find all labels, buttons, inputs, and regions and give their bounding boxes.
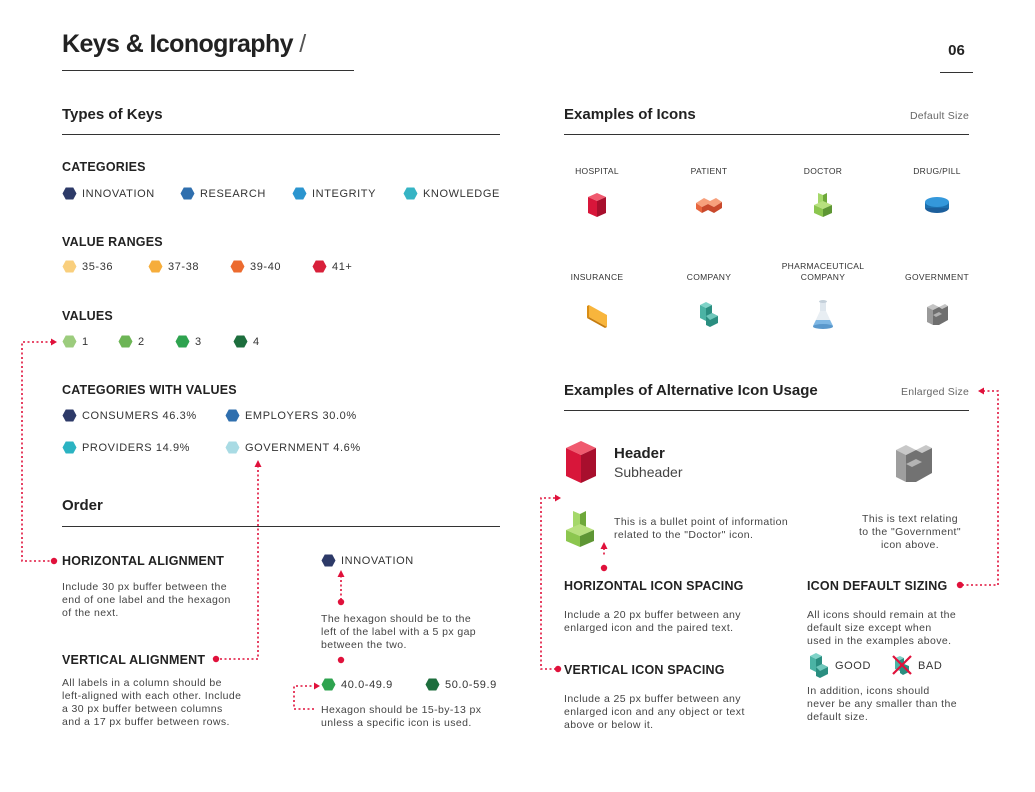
- hexagon-icon: [312, 260, 327, 273]
- insurance-icon: [542, 303, 652, 329]
- categories-with-values-title: CATEGORIES WITH VALUES: [62, 383, 237, 397]
- key-item: [230, 260, 281, 273]
- government-icon: [882, 301, 992, 329]
- good-example-icon: [806, 652, 832, 685]
- hexagon-icon: [148, 260, 163, 273]
- key-label: 2: [138, 335, 145, 348]
- key-item: [62, 187, 155, 200]
- hexagon-icon: [292, 187, 307, 200]
- alt-icon-usage-heading: Examples of Alternative Icon Usage: [564, 382, 818, 399]
- alt-header-text: Header: [614, 445, 665, 462]
- key-item: [425, 678, 497, 691]
- examples-of-icons-rule: [564, 134, 969, 135]
- key-item: [118, 335, 145, 348]
- default-sizing-connector: [962, 391, 998, 585]
- hexagon-icon: [62, 409, 77, 422]
- page-title: Keys & Iconography /: [62, 30, 306, 58]
- key-label: KNOWLEDGE: [423, 187, 500, 200]
- key-label: INNOVATION: [82, 187, 155, 200]
- key-label: 40.0-49.9: [341, 678, 393, 691]
- key-label: 3: [195, 335, 202, 348]
- key-item: [62, 409, 197, 422]
- alt-subheader-text: Subheader: [614, 464, 683, 480]
- key-label: PROVIDERS 14.9%: [82, 441, 191, 454]
- hexagon-icon: [62, 441, 77, 454]
- key-item: [233, 335, 260, 348]
- key-item: [292, 187, 376, 200]
- key-label: INTEGRITY: [312, 187, 377, 200]
- key-label: 4: [253, 335, 260, 348]
- values-title: VALUES: [62, 309, 113, 323]
- key-label: 35-36: [82, 260, 114, 273]
- icon-label-government: GOVERNMENT: [905, 272, 969, 282]
- vertical-spacing-connector: [541, 498, 556, 669]
- key-item: [225, 409, 357, 422]
- hexagon-icon: [321, 678, 336, 691]
- hospital-icon: [542, 191, 652, 219]
- page-number: 06: [948, 42, 965, 59]
- types-of-keys-rule: [62, 134, 500, 135]
- hexagon-icon: [118, 335, 133, 348]
- hexagon-icon: [403, 187, 418, 200]
- vertical-alignment-connector: [220, 466, 258, 659]
- flask-icon: [768, 299, 878, 331]
- hexagon-icon: [62, 187, 77, 200]
- icon-label-insurance: INSURANCE: [570, 272, 624, 282]
- doctor-bullet-text: This is a bullet point of information related to the "Doctor" icon.: [614, 516, 789, 541]
- horizontal-icon-spacing-text: Include a 20 px buffer between any enlarged icon and the paired text.: [564, 609, 741, 634]
- icon-label-drug-pill: DRUG/PILL: [913, 166, 961, 176]
- categories-title: CATEGORIES: [62, 160, 146, 174]
- vertical-icon-spacing-text: Include a 25 px buffer between any enlarged icon and any object or text above or below it.: [564, 693, 745, 731]
- hexagon-icon: [175, 335, 190, 348]
- icon-label-pharmaceutical-company: PHARMACEUTICAL COMPANY: [781, 261, 865, 282]
- hexagon-icon: [225, 409, 240, 422]
- company-icon: [654, 301, 764, 329]
- enlarged-government-icon: [892, 440, 936, 493]
- icon-default-sizing-text: All icons should remain at the default size except when used in the examples above.: [807, 609, 957, 647]
- default-size-label: Default Size: [909, 110, 969, 122]
- page-number-rule: [940, 72, 973, 73]
- key-item: [62, 441, 190, 454]
- hexagon-icon: [233, 335, 248, 348]
- good-label: GOOD: [835, 660, 872, 672]
- key-label: 39-40: [250, 260, 282, 273]
- vertical-icon-spacing-title: VERTICAL ICON SPACING: [564, 663, 725, 677]
- gap-note: The hexagon should be to the left of the label with a 5 px gap between the two.: [321, 613, 477, 651]
- hexagon-icon: [230, 260, 245, 273]
- bad-example-icon: [891, 654, 913, 681]
- enlarged-hospital-icon: [562, 438, 600, 491]
- key-label: 37-38: [168, 260, 200, 273]
- types-of-keys-heading: Types of Keys: [62, 106, 163, 123]
- key-label: GOVERNMENT 4.6%: [245, 441, 361, 454]
- horizontal-alignment-text: Include 30 px buffer between the end of one label and the hexagon of the next.: [62, 581, 231, 619]
- vertical-alignment-text: All labels in a column should be left-aligned with each other. Include a 30 px buffer between columns and a 17 px buffer between rows.: [62, 677, 242, 728]
- icon-label-patient: PATIENT: [690, 166, 728, 176]
- bad-label: BAD: [918, 660, 943, 672]
- hexagon-icon: [62, 335, 77, 348]
- horizontal-alignment-title: HORIZONTAL ALIGNMENT: [62, 554, 225, 568]
- enlarged-doctor-icon: [562, 508, 598, 555]
- horizontal-icon-spacing-title: HORIZONTAL ICON SPACING: [564, 579, 744, 593]
- size-note-connector: [294, 686, 314, 709]
- key-item: [312, 260, 352, 273]
- key-label: EMPLOYERS 30.0%: [245, 409, 357, 422]
- key-item: [321, 678, 393, 691]
- vertical-alignment-title: VERTICAL ALIGNMENT: [62, 653, 206, 667]
- patient-icon: [654, 193, 764, 217]
- government-note: This is text relating to the "Government" icon above.: [858, 513, 962, 551]
- key-item: [403, 187, 500, 200]
- key-label: 1: [82, 335, 89, 348]
- alt-icon-usage-rule: [564, 410, 969, 411]
- key-label: INNOVATION: [341, 554, 414, 567]
- key-label: RESEARCH: [200, 187, 266, 200]
- enlarged-size-label: Enlarged Size: [901, 386, 969, 398]
- horizontal-alignment-connector: [22, 342, 54, 561]
- key-item: [180, 187, 266, 200]
- value-ranges-title: VALUE RANGES: [62, 235, 163, 249]
- examples-of-icons-heading: Examples of Icons: [564, 106, 696, 123]
- icon-default-sizing-text-2: In addition, icons should never be any smaller than the default size.: [807, 685, 957, 723]
- key-item: [62, 335, 89, 348]
- hexagon-icon: [180, 187, 195, 200]
- pill-icon: [882, 195, 992, 215]
- key-label: CONSUMERS 46.3%: [82, 409, 197, 422]
- key-item: [148, 260, 199, 273]
- doctor-icon: [768, 191, 878, 219]
- key-item: [175, 335, 202, 348]
- icon-default-sizing-title: ICON DEFAULT SIZING: [807, 579, 948, 593]
- hexagon-icon: [425, 678, 440, 691]
- hexagon-icon: [62, 260, 77, 273]
- icon-label-hospital: HOSPITAL: [575, 166, 619, 176]
- icon-label-company: COMPANY: [686, 272, 732, 282]
- key-item: [321, 554, 414, 567]
- hexagon-icon: [321, 554, 336, 567]
- key-label: 50.0-59.9: [445, 678, 497, 691]
- key-item: [225, 441, 361, 454]
- icon-label-doctor: DOCTOR: [803, 166, 843, 176]
- order-heading: Order: [62, 497, 103, 514]
- order-rule: [62, 526, 500, 527]
- key-label: 41+: [332, 260, 353, 273]
- key-item: [62, 260, 113, 273]
- hexagon-icon: [225, 441, 240, 454]
- size-note: Hexagon should be 15-by-13 px unless a specific icon is used.: [321, 704, 482, 729]
- title-rule: [62, 70, 354, 71]
